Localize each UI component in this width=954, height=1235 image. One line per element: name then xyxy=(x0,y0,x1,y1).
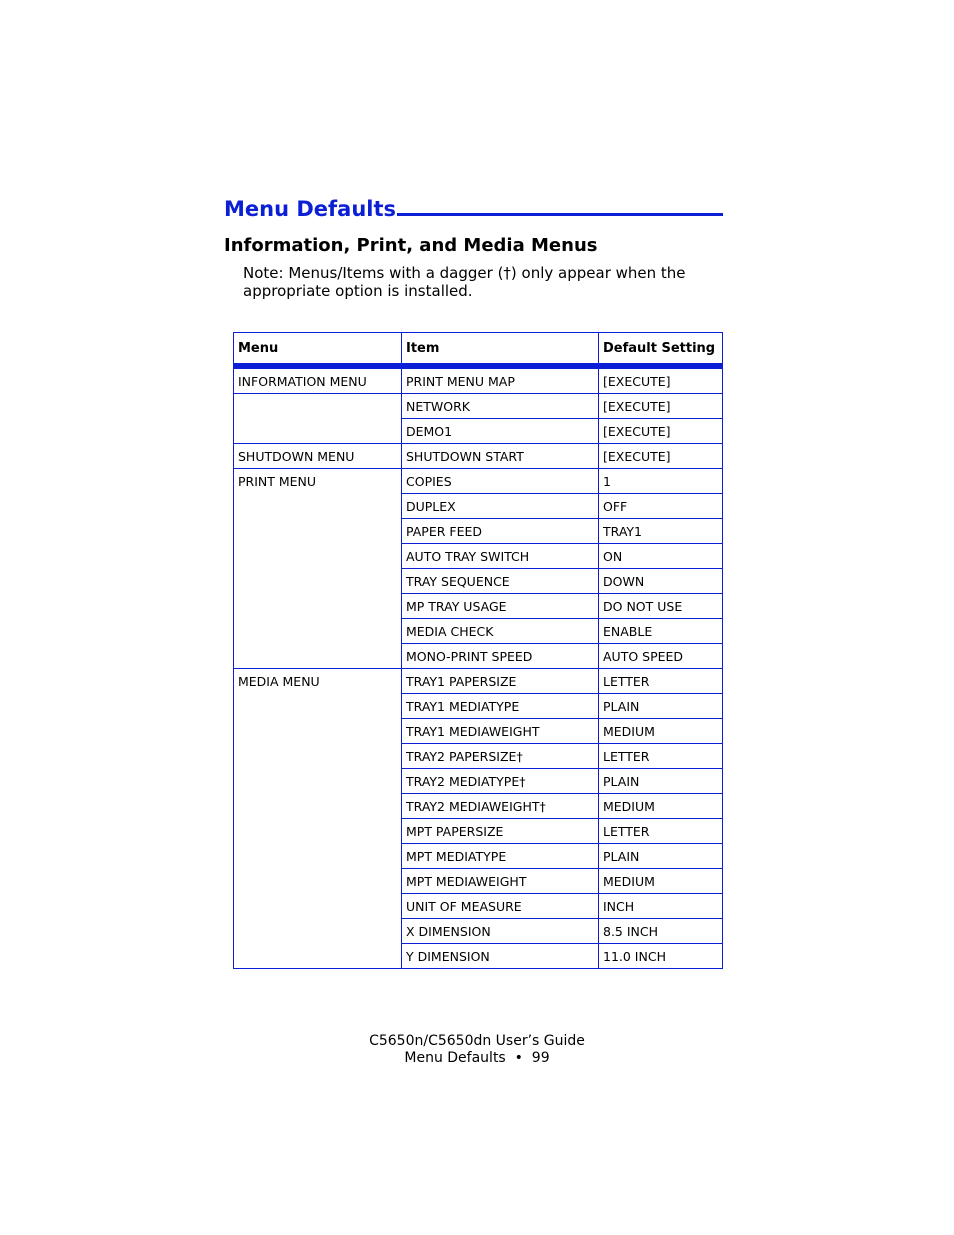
cell-menu xyxy=(234,769,402,794)
cell-menu xyxy=(234,894,402,919)
cell-item: AUTO TRAY SWITCH xyxy=(402,544,599,569)
table-body xyxy=(234,366,723,969)
cell-item: PAPER FEED xyxy=(402,519,599,544)
cell-item: MEDIA CHECK xyxy=(402,619,599,644)
cell-menu xyxy=(234,719,402,744)
cell-default-setting: PLAIN xyxy=(599,694,723,719)
cell-default-setting: PLAIN xyxy=(599,769,723,794)
cell-menu xyxy=(234,494,402,519)
cell-item: MONO-PRINT SPEED xyxy=(402,644,599,669)
footer-guide-title: C5650n/C5650dn User’s Guide xyxy=(369,1033,585,1049)
cell-menu: PRINT MENU xyxy=(234,469,402,494)
cell-item: DUPLEX xyxy=(402,494,599,519)
cell-menu xyxy=(234,419,402,444)
cell-item: MPT MEDIATYPE xyxy=(402,844,599,869)
cell-item: TRAY2 MEDIAWEIGHT† xyxy=(402,794,599,819)
cell-item: TRAY1 PAPERSIZE xyxy=(402,669,599,694)
table-row xyxy=(234,719,723,744)
page-title-text: Menu Defaults xyxy=(224,197,397,221)
cell-default-setting: 1 xyxy=(599,469,723,494)
cell-item: TRAY1 MEDIAWEIGHT xyxy=(402,719,599,744)
cell-item: COPIES xyxy=(402,469,599,494)
cell-item: MPT MEDIAWEIGHT xyxy=(402,869,599,894)
cell-menu xyxy=(234,844,402,869)
cell-item: PRINT MENU MAP xyxy=(402,366,599,394)
table-row xyxy=(234,919,723,944)
table-row xyxy=(234,519,723,544)
cell-default-setting: [EXECUTE] xyxy=(599,419,723,444)
table-header-row xyxy=(234,333,723,367)
table-row xyxy=(234,419,723,444)
cell-default-setting: MEDIUM xyxy=(599,869,723,894)
table-row xyxy=(234,619,723,644)
note-text: Note: Menus/Items with a dagger (†) only appear when the appropriate option is installed. xyxy=(243,264,686,300)
cell-default-setting: 11.0 INCH xyxy=(599,944,723,969)
cell-menu: SHUTDOWN MENU xyxy=(234,444,402,469)
cell-menu xyxy=(234,819,402,844)
table-row xyxy=(234,644,723,669)
cell-item: SHUTDOWN START xyxy=(402,444,599,469)
cell-menu xyxy=(234,694,402,719)
table-row xyxy=(234,744,723,769)
cell-menu xyxy=(234,644,402,669)
table-row xyxy=(234,694,723,719)
cell-menu xyxy=(234,744,402,769)
cell-menu: MEDIA MENU xyxy=(234,669,402,694)
cell-default-setting: [EXECUTE] xyxy=(599,444,723,469)
table-row xyxy=(234,544,723,569)
cell-menu xyxy=(234,919,402,944)
cell-menu xyxy=(234,544,402,569)
cell-default-setting: MEDIUM xyxy=(599,794,723,819)
table-row xyxy=(234,819,723,844)
cell-menu xyxy=(234,869,402,894)
table-row xyxy=(234,444,723,469)
cell-default-setting: INCH xyxy=(599,894,723,919)
table-row xyxy=(234,469,723,494)
title-underline-rule xyxy=(397,213,723,216)
cell-item: MP TRAY USAGE xyxy=(402,594,599,619)
table-row xyxy=(234,794,723,819)
cell-item: Y DIMENSION xyxy=(402,944,599,969)
cell-menu xyxy=(234,619,402,644)
cell-item: MPT PAPERSIZE xyxy=(402,819,599,844)
cell-item: NETWORK xyxy=(402,394,599,419)
table-row xyxy=(234,569,723,594)
cell-default-setting: DOWN xyxy=(599,569,723,594)
table-row xyxy=(234,844,723,869)
cell-default-setting: TRAY1 xyxy=(599,519,723,544)
column-header-default-setting: Default Setting xyxy=(599,333,723,367)
cell-menu xyxy=(234,569,402,594)
cell-default-setting: ON xyxy=(599,544,723,569)
footer-section-page: Menu Defaults • 99 xyxy=(404,1050,550,1066)
cell-item: X DIMENSION xyxy=(402,919,599,944)
column-header-item: Item xyxy=(402,333,599,367)
table-row xyxy=(234,494,723,519)
section-title: Information, Print, and Media Menus xyxy=(224,235,598,256)
cell-item: DEMO1 xyxy=(402,419,599,444)
cell-item: TRAY SEQUENCE xyxy=(402,569,599,594)
table-row xyxy=(234,894,723,919)
table-row xyxy=(234,944,723,969)
cell-item: UNIT OF MEASURE xyxy=(402,894,599,919)
cell-default-setting: LETTER xyxy=(599,669,723,694)
cell-item: TRAY2 PAPERSIZE† xyxy=(402,744,599,769)
cell-default-setting: MEDIUM xyxy=(599,719,723,744)
cell-default-setting: [EXECUTE] xyxy=(599,366,723,394)
cell-default-setting: LETTER xyxy=(599,744,723,769)
cell-default-setting: AUTO SPEED xyxy=(599,644,723,669)
cell-menu xyxy=(234,519,402,544)
cell-menu xyxy=(234,944,402,969)
table-row xyxy=(234,594,723,619)
column-header-menu: Menu xyxy=(234,333,402,367)
table-row xyxy=(234,394,723,419)
cell-default-setting: DO NOT USE xyxy=(599,594,723,619)
cell-menu: INFORMATION MENU xyxy=(234,366,402,394)
cell-default-setting: ENABLE xyxy=(599,619,723,644)
cell-menu xyxy=(234,594,402,619)
cell-default-setting: 8.5 INCH xyxy=(599,919,723,944)
table-row xyxy=(234,769,723,794)
cell-default-setting: OFF xyxy=(599,494,723,519)
cell-default-setting: PLAIN xyxy=(599,844,723,869)
page-title xyxy=(224,197,723,221)
cell-item: TRAY1 MEDIATYPE xyxy=(402,694,599,719)
table-row xyxy=(234,669,723,694)
table-row xyxy=(234,869,723,894)
table-row xyxy=(234,366,723,394)
cell-menu xyxy=(234,794,402,819)
cell-default-setting: [EXECUTE] xyxy=(599,394,723,419)
cell-item: TRAY2 MEDIATYPE† xyxy=(402,769,599,794)
cell-default-setting: LETTER xyxy=(599,819,723,844)
cell-menu xyxy=(234,394,402,419)
menu-defaults-table xyxy=(233,332,723,969)
